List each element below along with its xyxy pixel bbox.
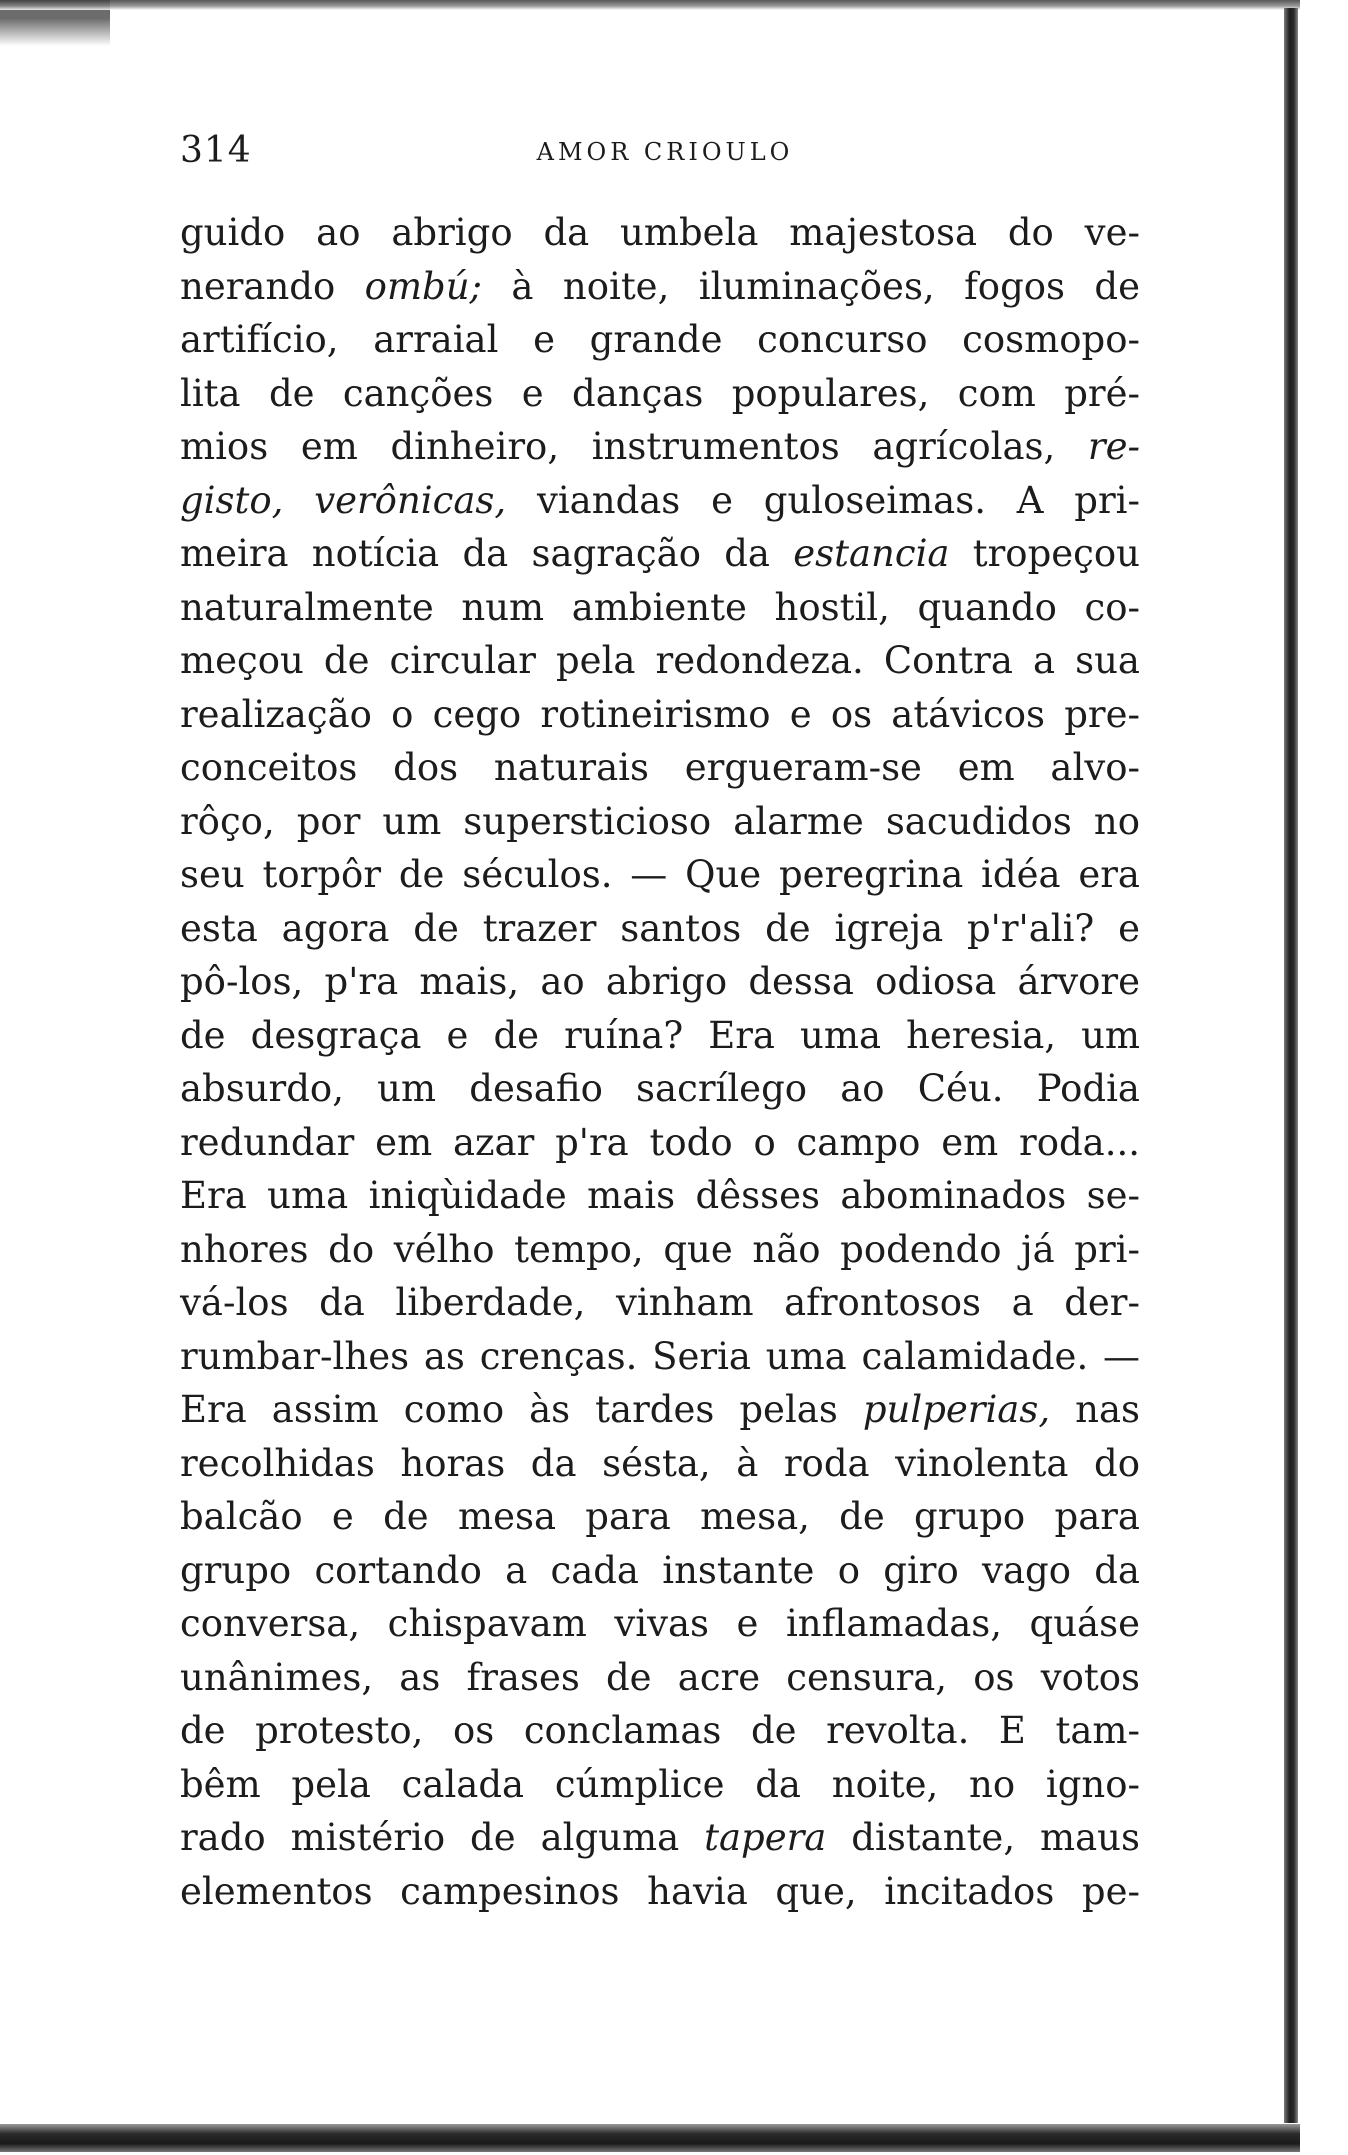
text-line (180, 474, 1140, 528)
text-span: unânimes, as frases de acre censura, os votos (180, 1655, 1140, 1699)
running-title: AMOR CRIOULO (536, 138, 794, 166)
text-line (180, 1865, 1140, 1919)
text-line (180, 1811, 1140, 1865)
text-line (180, 1223, 1140, 1277)
text-span: artifício, arraial e grande concurso cosmopo- (180, 318, 1140, 361)
text-span: guido ao abrigo da umbela majestosa do ve- (180, 211, 1140, 254)
page-edge-shadow-right (1284, 8, 1298, 2123)
text-span: rado mistério de alguma (180, 1816, 705, 1859)
text-line (180, 795, 1140, 849)
text-span: meçou de circular pela redondeza. Contra a sua (180, 639, 1140, 682)
text-span: Era uma iniqùidade mais dêsses abominados se- (180, 1174, 1140, 1217)
text-line (180, 1544, 1140, 1598)
text-line (180, 955, 1140, 1009)
text-span: esta agora de trazer santos de igreja p'r'ali? e (180, 906, 1140, 950)
page-number: 314 (180, 130, 252, 171)
text-span: conversa, chispavam vivas e inflamadas, quáse (180, 1602, 1140, 1645)
text-span: tropeçou (949, 532, 1140, 575)
text-span: meira notícia da sagração da (180, 532, 794, 575)
text-line (180, 1383, 1140, 1437)
text-span: mios em dinheiro, instrumentos agrícolas, (180, 425, 1088, 468)
italic-text-span: ombú; (364, 264, 483, 308)
text-span: nerando (180, 264, 365, 308)
text-span: nhores do vélho tempo, que não podendo já pri- (180, 1227, 1140, 1271)
italic-text-span: pulperias, (862, 1388, 1051, 1431)
text-span: redundar em azar p'ra todo o campo em roda... (180, 1120, 1140, 1164)
text-line (180, 1276, 1140, 1330)
text-line (180, 206, 1140, 260)
text-line (180, 1330, 1140, 1384)
italic-text-span: tapera (704, 1816, 827, 1859)
text-line (180, 902, 1140, 956)
text-line (180, 1437, 1140, 1491)
text-span: bêm pela calada cúmplice da noite, no igno- (180, 1762, 1140, 1806)
text-span: balcão e de mesa para mesa, de grupo para (180, 1495, 1140, 1538)
text-line (180, 420, 1140, 474)
text-line (180, 848, 1140, 902)
text-span: de desgraça e de ruína? Era uma heresia, um (180, 1013, 1140, 1057)
text-span: pô-los, p'ra mais, ao abrigo dessa odiosa árvore (180, 960, 1140, 1003)
italic-text-span: estancia (793, 532, 950, 575)
text-span: de protesto, os conclamas de revolta. E tam- (180, 1709, 1140, 1752)
text-line (180, 527, 1140, 581)
text-span: conceitos dos naturais ergueram-se em alvo- (180, 746, 1140, 789)
text-span: elementos campesinos havia que, incitados pe- (180, 1869, 1140, 1913)
text-line (180, 1062, 1140, 1116)
text-span: à noite, iluminações, fogos de (482, 264, 1140, 308)
text-span: rumbar-lhes as crenças. Seria uma calamidade. — (180, 1334, 1140, 1378)
page-edge-shadow-bottom (0, 2124, 1300, 2152)
italic-text-span: re- (1087, 425, 1140, 468)
text-span: absurdo, um desafio sacrílego ao Céu. Podia (180, 1067, 1140, 1110)
text-span: grupo cortando a cada instante o giro vago da (180, 1548, 1140, 1592)
text-span: naturalmente num ambiente hostil, quando co- (180, 585, 1140, 629)
page-header (180, 130, 1150, 180)
text-line (180, 260, 1140, 314)
text-line (180, 1597, 1140, 1651)
text-span: recolhidas horas da sésta, à roda vinolenta do (180, 1441, 1140, 1485)
text-span: nas (1050, 1388, 1140, 1431)
text-line (180, 1009, 1140, 1063)
text-span: distante, maus (826, 1816, 1140, 1859)
page-edge-shadow-top (0, 0, 1300, 10)
text-line (180, 581, 1140, 635)
text-span: viandas e guloseimas. A pri- (506, 478, 1140, 522)
text-span: rôço, por um supersticioso alarme sacudidos no (180, 799, 1140, 843)
text-line (180, 1651, 1140, 1705)
text-line (180, 634, 1140, 688)
text-span: seu torpôr de séculos. — Que peregrina idéa era (180, 853, 1140, 896)
text-line (180, 313, 1140, 367)
text-line (180, 688, 1140, 742)
text-line (180, 1490, 1140, 1544)
text-line (180, 1169, 1140, 1223)
text-line (180, 1758, 1140, 1812)
text-span: lita de canções e danças populares, com pré- (180, 371, 1140, 415)
text-span: vá-los da liberdade, vinham afrontosos a der- (180, 1281, 1140, 1324)
italic-text-span: gisto, verônicas, (180, 478, 507, 522)
text-line (180, 741, 1140, 795)
text-span: Era assim como às tardes pelas (180, 1388, 863, 1431)
text-line (180, 367, 1140, 421)
text-line (180, 1704, 1140, 1758)
text-span: realização o cego rotineirismo e os atávicos pre- (180, 692, 1140, 736)
body-text (180, 206, 1140, 1918)
text-line (180, 1116, 1140, 1170)
